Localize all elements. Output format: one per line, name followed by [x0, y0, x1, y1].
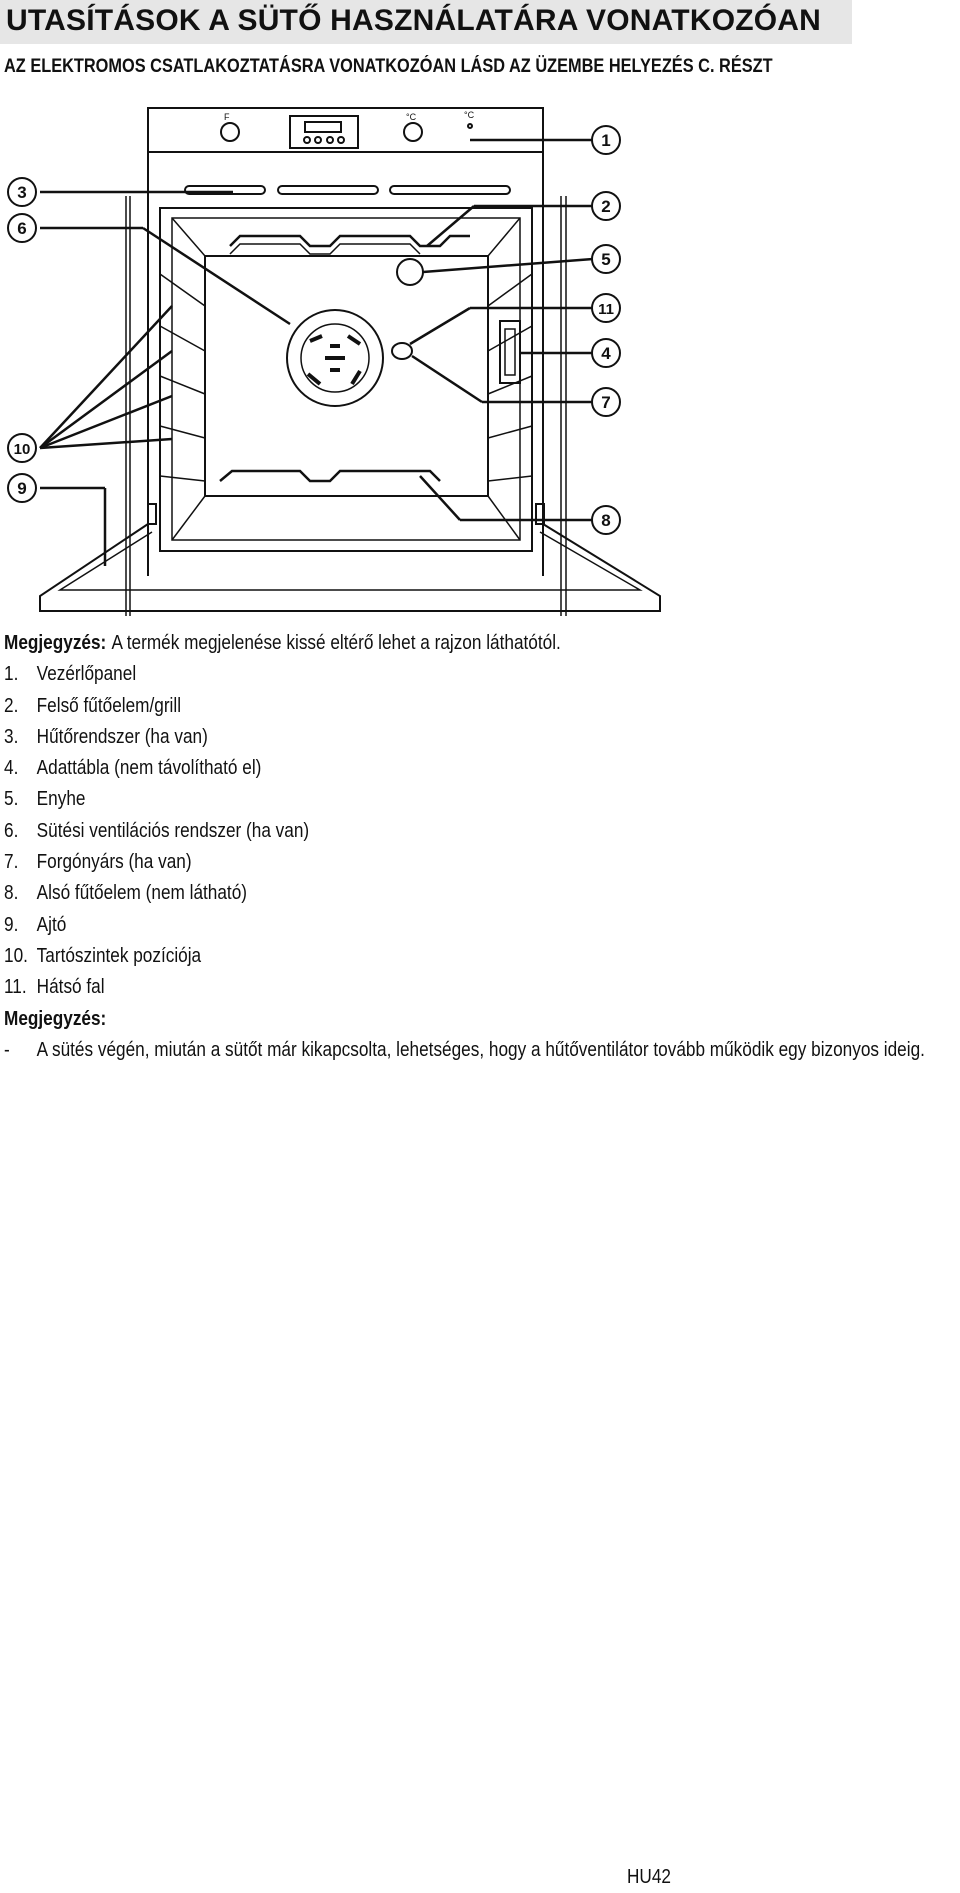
item-label: Enyhe [36, 788, 86, 811]
item-number: 8. [4, 882, 19, 905]
item-label: Ajtó [36, 913, 67, 936]
callout-8: 8 [601, 511, 611, 530]
callout-5: 5 [601, 250, 611, 269]
list-item [4, 816, 925, 847]
left-knob [221, 123, 239, 141]
list-item [4, 659, 925, 690]
item-label: Vezérlőpanel [36, 663, 137, 686]
callout-10: 10 [13, 441, 31, 458]
item-number: 10. [4, 944, 28, 967]
item-number: 4. [4, 757, 19, 780]
oven-diagram [0, 96, 680, 616]
item-label: Forgónyárs (ha van) [36, 851, 192, 874]
callout-1: 1 [601, 131, 611, 150]
right-knob [404, 123, 422, 141]
callout-11: 11 [598, 301, 614, 318]
oven-light [397, 259, 423, 285]
list-item [4, 910, 925, 941]
note2-line [4, 1035, 925, 1066]
note2-text: A sütés végén, miután a sütőt már kikapcsolta, lehetséges, hogy a hűtőventilátor tovább működik egy bizonyos ideig. [36, 1038, 925, 1061]
turnspit-hole [392, 343, 412, 359]
item-number: 6. [4, 819, 19, 842]
list-item [4, 784, 925, 815]
item-number: 9. [4, 913, 19, 936]
oven-door [40, 524, 660, 611]
control-panel [148, 108, 543, 152]
item-number: 2. [4, 694, 19, 717]
vent-slot [390, 186, 510, 194]
parts-legend [4, 628, 960, 1066]
list-item [4, 691, 925, 722]
data-plate [500, 321, 520, 383]
item-number: 11. [4, 976, 27, 999]
item-number: 7. [4, 851, 19, 874]
bullet-dash: - [4, 1038, 10, 1061]
item-label: Alsó fűtőelem (nem látható) [36, 882, 248, 905]
item-label: Felső fűtőelem/grill [36, 694, 182, 717]
list-item [4, 753, 925, 784]
list-item [4, 972, 925, 1003]
callout-2: 2 [601, 197, 611, 216]
note-text: A termék megjelenése kissé eltérő lehet a rajzon láthatótól. [111, 632, 561, 654]
page-title: UTASÍTÁSOK A SÜTŐ HASZNÁLATÁRA VONATKOZÓAN [6, 4, 822, 37]
item-label: Sütési ventilációs rendszer (ha van) [36, 819, 310, 842]
note2-label: Megjegyzés: [4, 1007, 107, 1030]
item-number: 1. [4, 663, 19, 686]
item-label: Tartószintek pozíciója [36, 944, 202, 967]
item-number: 5. [4, 788, 19, 811]
page-subtitle: AZ ELEKTROMOS CSATLAKOZTATÁSRA VONATKOZÓAN LÁSD AZ ÜZEMBE HELYEZÉS C. RÉSZT [4, 56, 773, 77]
page-number: HU42 [627, 1866, 671, 1888]
callout-3: 3 [17, 183, 27, 202]
item-number: 3. [4, 725, 19, 748]
panel-mark: °C [406, 112, 417, 122]
item-label: Hűtőrendszer (ha van) [36, 725, 208, 748]
callout-6: 6 [17, 219, 27, 238]
list-item [4, 878, 925, 909]
note-label: Megjegyzés: [4, 632, 107, 654]
list-item [4, 847, 925, 878]
list-item [4, 941, 925, 972]
callout-4: 4 [601, 344, 611, 363]
vent-slot [278, 186, 378, 194]
panel-mark: °C [464, 110, 475, 120]
bottom-heating-element [220, 471, 440, 481]
item-label: Adattábla (nem távolítható el) [36, 757, 262, 780]
callout-7: 7 [601, 393, 611, 412]
list-item [4, 722, 925, 753]
panel-mark: F [224, 112, 230, 122]
item-label: Hátsó fal [36, 976, 105, 999]
back-wall [205, 256, 488, 496]
note-line [4, 628, 925, 659]
callout-9: 9 [17, 479, 27, 498]
